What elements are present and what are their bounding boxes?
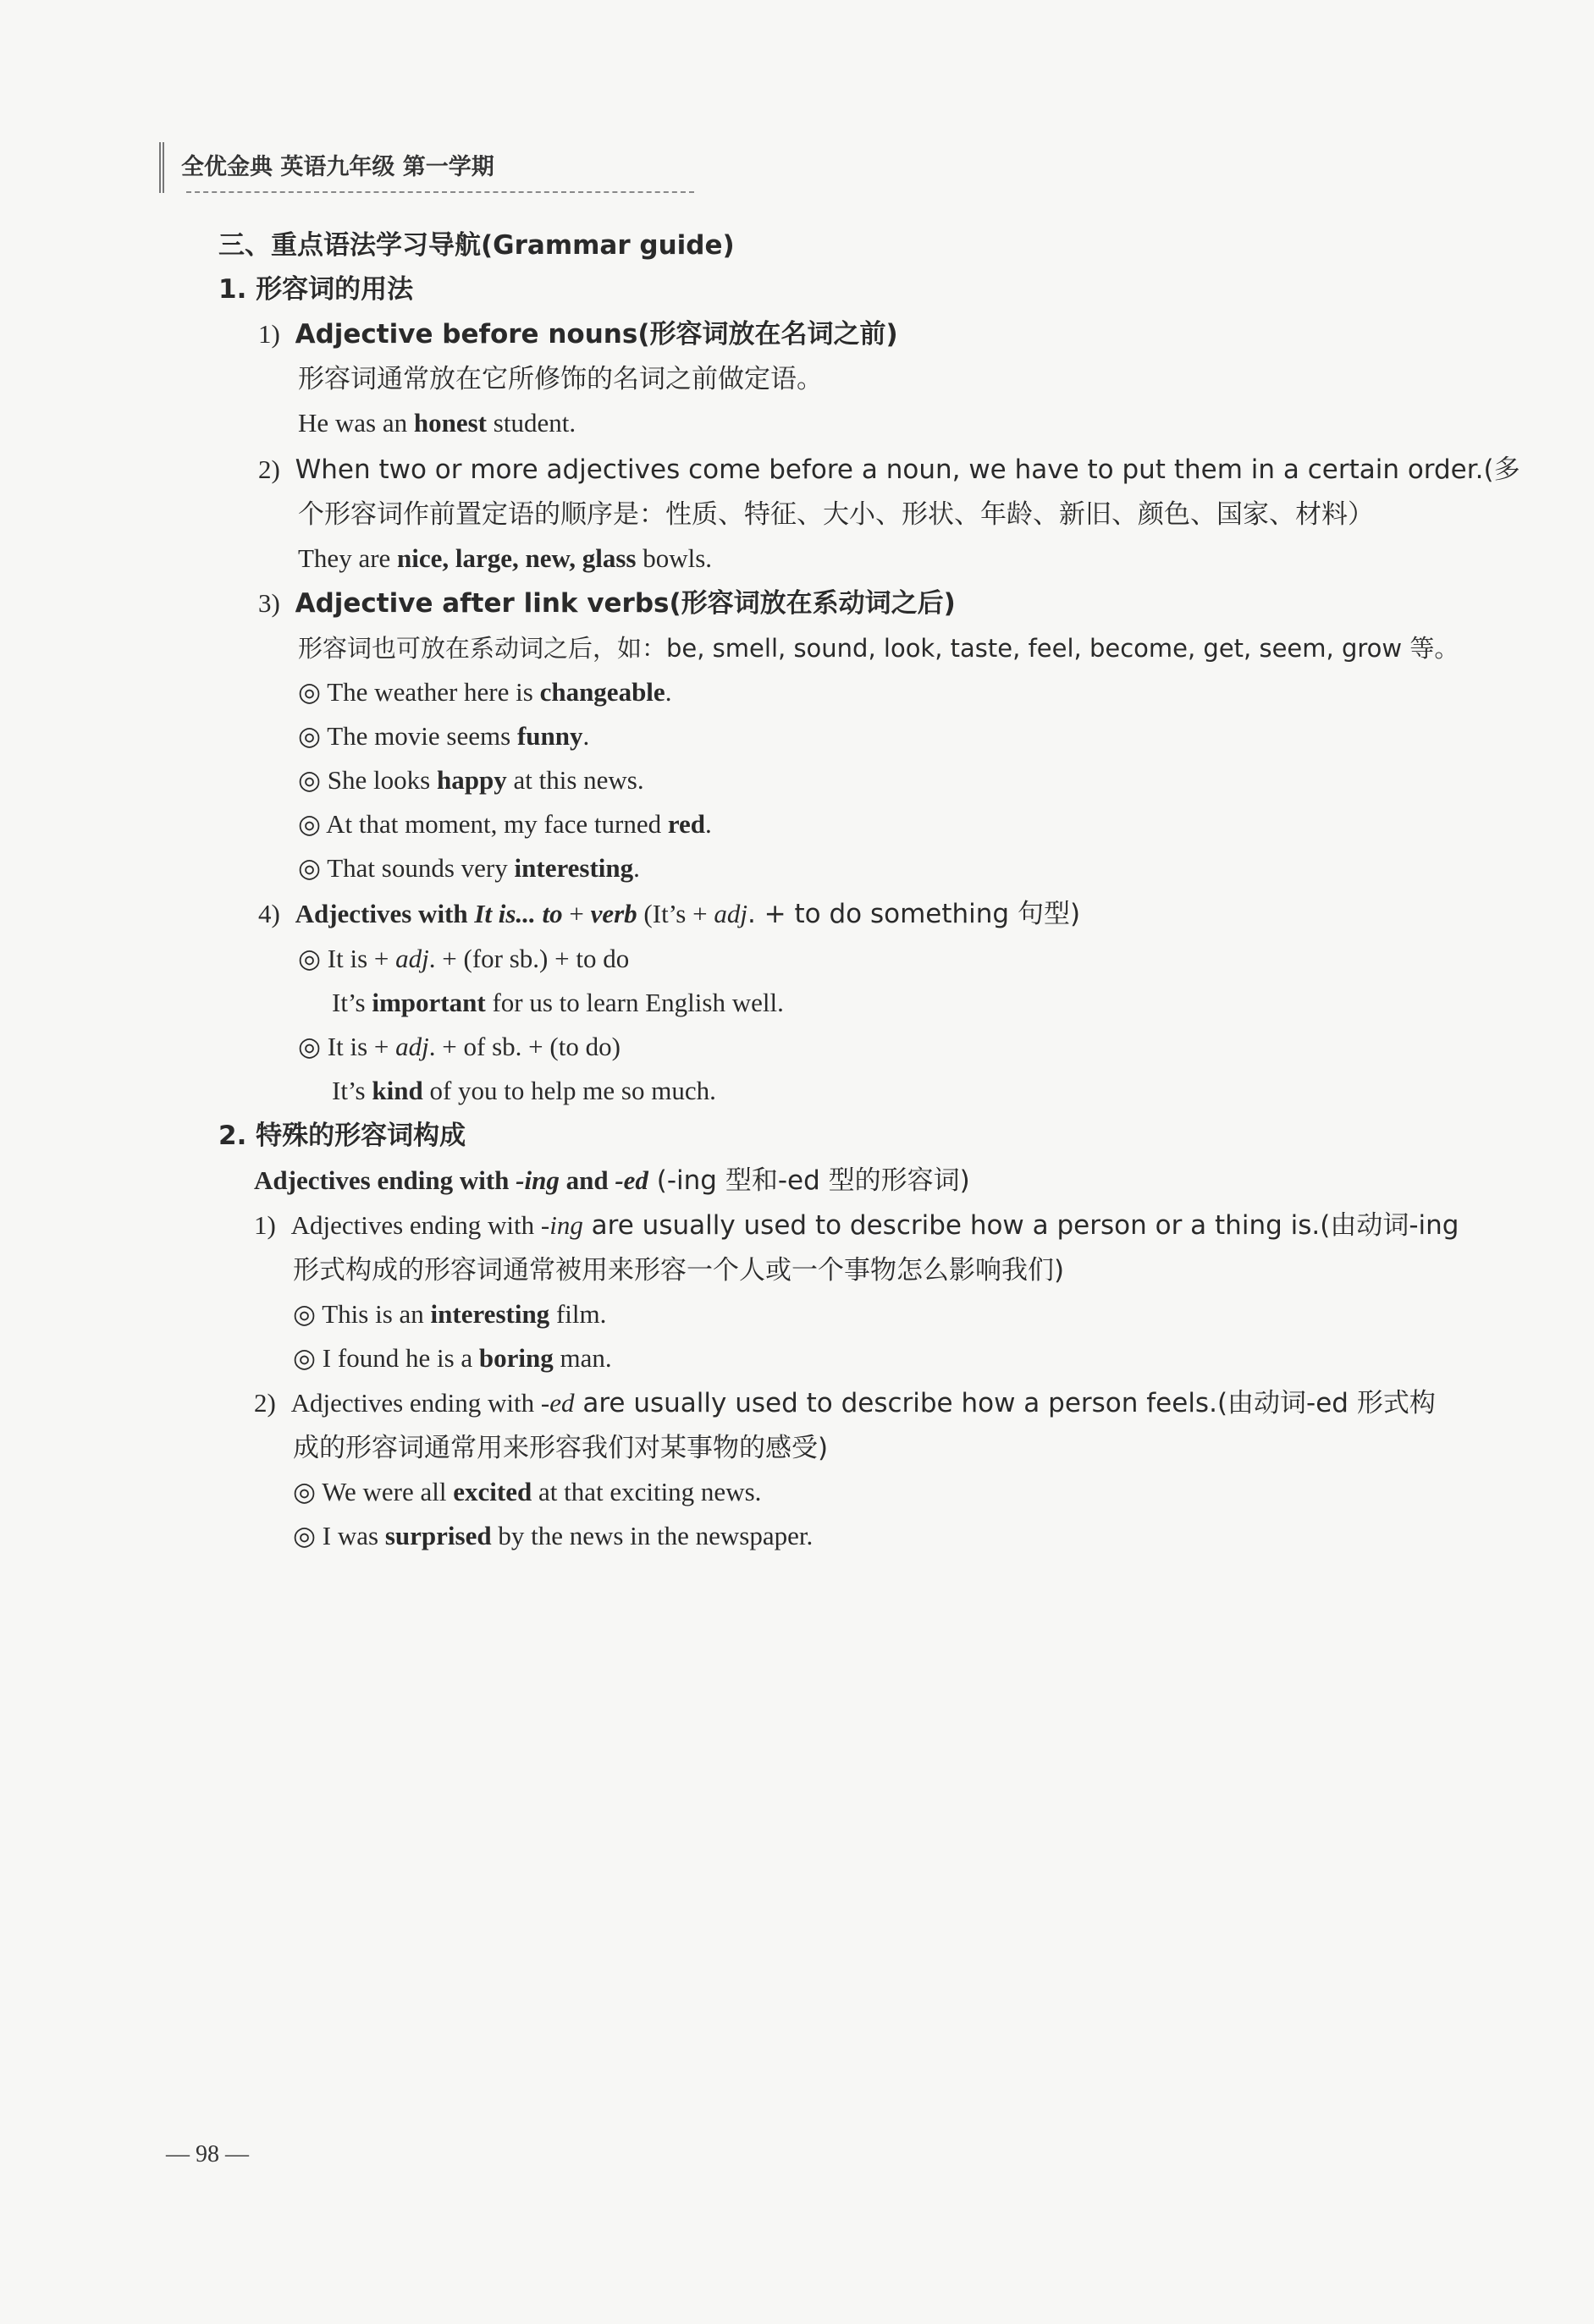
title-part: verb: [590, 899, 637, 928]
example-text: He was an: [298, 408, 414, 438]
example-text: at that exciting news.: [532, 1477, 762, 1506]
example-text: student.: [487, 408, 576, 438]
subheading-part: -ed: [615, 1165, 648, 1195]
pattern-text: adj: [395, 944, 429, 973]
part2-subheading: [254, 1164, 970, 1198]
item4-example-1: [332, 986, 784, 1020]
example-text: ◎ I found he is a: [293, 1343, 479, 1373]
example-text: bowls.: [636, 543, 713, 573]
item3-example-1: [298, 675, 671, 709]
item-title: Adjective after link verbs(形容词放在系动词之后): [295, 588, 956, 619]
title-part: Adjectives with: [295, 899, 475, 928]
example-text: of you to help me so much.: [422, 1076, 716, 1105]
example-text: ◎ I was: [293, 1521, 385, 1550]
item1-description: 形容词通常放在它所修饰的名词之前做定语。: [298, 364, 823, 394]
item4-title-line: [258, 897, 1080, 931]
example-keyword: interesting: [430, 1299, 550, 1329]
item3-example-3: [298, 763, 644, 797]
subheading-part: (-ing 型和-ed 型的形容词): [648, 1165, 970, 1196]
item-number: 2): [254, 1388, 276, 1418]
item3-example-4: [298, 807, 712, 841]
item-title: [295, 899, 1080, 928]
subheading-part: Adjectives ending with: [254, 1165, 516, 1195]
example-text: ◎ At that moment, my face turned: [298, 809, 668, 839]
item3-title-line: [258, 587, 956, 620]
example-text: .: [665, 677, 672, 707]
part2-item2-line1: [254, 1386, 1436, 1420]
item4-pattern-2: [298, 1030, 621, 1064]
text-part: -ed: [540, 1388, 575, 1418]
item-number: 3): [258, 588, 280, 618]
item3-example-5: [298, 851, 640, 885]
item4-pattern-1: [298, 942, 629, 976]
title-part: +: [562, 899, 591, 928]
example-text: They are: [298, 543, 398, 573]
title-part: adj: [714, 899, 747, 928]
example-text: .: [633, 853, 640, 883]
item2-example: [298, 542, 712, 575]
example-text: by the news in the newspaper.: [491, 1521, 814, 1550]
item1-example: [298, 406, 576, 440]
part2-item1-example-1: [293, 1297, 606, 1331]
text-part: are usually used to describe how a person feels.(由动词-ed 形式构: [574, 1388, 1436, 1418]
text-part: Adjectives ending with: [290, 1388, 541, 1418]
example-text: .: [705, 809, 712, 839]
item-text: When two or more adjectives come before a noun, we have to put them in a certain order.(多: [295, 454, 1520, 485]
text-part: Adjectives ending with: [290, 1210, 541, 1240]
example-keyword: funny: [516, 721, 583, 751]
page-number: — 98 —: [166, 2141, 249, 2167]
example-text: It’s: [332, 1076, 372, 1105]
example-keyword: red: [667, 809, 706, 839]
title-part: (It’s +: [637, 899, 714, 928]
title-part: . + to do something 句型): [747, 899, 1081, 929]
example-text: ◎ That sounds very: [298, 853, 515, 883]
example-keyword: kind: [372, 1076, 423, 1105]
item3-description: 形容词也可放在系动词之后，如：be, smell, sound, look, taste, feel, become, get, seem, grow 等。: [298, 634, 1459, 663]
part2-item2-example-2: [293, 1519, 813, 1553]
example-text: ◎ This is an: [293, 1299, 431, 1329]
example-text: ◎ The movie seems: [298, 721, 517, 751]
example-text: .: [582, 721, 590, 751]
section-title: 三、重点语法学习导航(Grammar guide): [218, 230, 735, 261]
part2-item1-example-2: [293, 1341, 612, 1375]
header-rule: [186, 191, 694, 193]
subheading-part: and: [559, 1165, 615, 1195]
item-text: [291, 1388, 1436, 1418]
item2-line2: 个形容词作前置定语的顺序是：性质、特征、大小、形状、年龄、新旧、颜色、国家、材料）: [298, 499, 1374, 530]
title-part: It is... to: [474, 899, 563, 928]
item-number: 4): [258, 899, 280, 928]
example-text: for us to learn English well.: [485, 988, 784, 1017]
pattern-text: ◎ It is +: [298, 944, 396, 973]
example-keyword: important: [372, 988, 486, 1017]
example-text: ◎ We were all: [293, 1477, 454, 1506]
example-keyword: interesting: [514, 853, 634, 883]
example-text: film.: [549, 1299, 607, 1329]
text-part: are usually used to describe how a person or a thing is.(由动词-ing: [582, 1210, 1459, 1241]
example-keyword: happy: [436, 765, 507, 795]
part1-heading: 1. 形容词的用法: [218, 274, 414, 305]
header-title: 全优金典 英语九年级 第一学期: [181, 154, 494, 180]
example-keyword: excited: [453, 1477, 532, 1506]
part2-item1-line1: [254, 1209, 1459, 1242]
pattern-text: . + (for sb.) + to do: [428, 944, 630, 973]
example-keyword: honest: [413, 408, 488, 438]
part2-item2-line2: 成的形容词通常用来形容我们对某事物的感受): [293, 1433, 829, 1463]
item-number: 2): [258, 454, 280, 484]
text-part: -ing: [540, 1210, 583, 1240]
item-text: [291, 1210, 1459, 1240]
item3-example-2: [298, 719, 589, 753]
part2-heading: 2. 特殊的形容词构成: [218, 1121, 466, 1151]
subheading-part: -ing: [516, 1165, 560, 1195]
part2-item1-line2: 形式构成的形容词通常被用来形容一个人或一个事物怎么影响我们): [293, 1255, 1065, 1286]
part2-item2-example-1: [293, 1475, 761, 1509]
example-text: at this news.: [506, 765, 644, 795]
example-text: ◎ The weather here is: [298, 677, 540, 707]
example-keyword: changeable: [539, 677, 665, 707]
item-title: Adjective before nouns(形容词放在名词之前): [295, 319, 898, 350]
item-number: 1): [254, 1210, 276, 1240]
item4-example-2: [332, 1074, 716, 1108]
example-keyword: surprised: [384, 1521, 492, 1550]
example-keyword: nice, large, new, glass: [397, 543, 637, 573]
example-text: ◎ She looks: [298, 765, 437, 795]
pattern-text: . + of sb. + (to do): [428, 1032, 621, 1061]
item1-title-line: [258, 317, 898, 351]
page-header: [159, 142, 494, 193]
example-keyword: boring: [478, 1343, 554, 1373]
pattern-text: ◎ It is +: [298, 1032, 396, 1061]
item2-line1: [258, 453, 1520, 487]
example-text: man.: [553, 1343, 612, 1373]
example-text: It’s: [332, 988, 372, 1017]
pattern-text: adj: [395, 1032, 429, 1061]
item-number: 1): [258, 319, 280, 349]
